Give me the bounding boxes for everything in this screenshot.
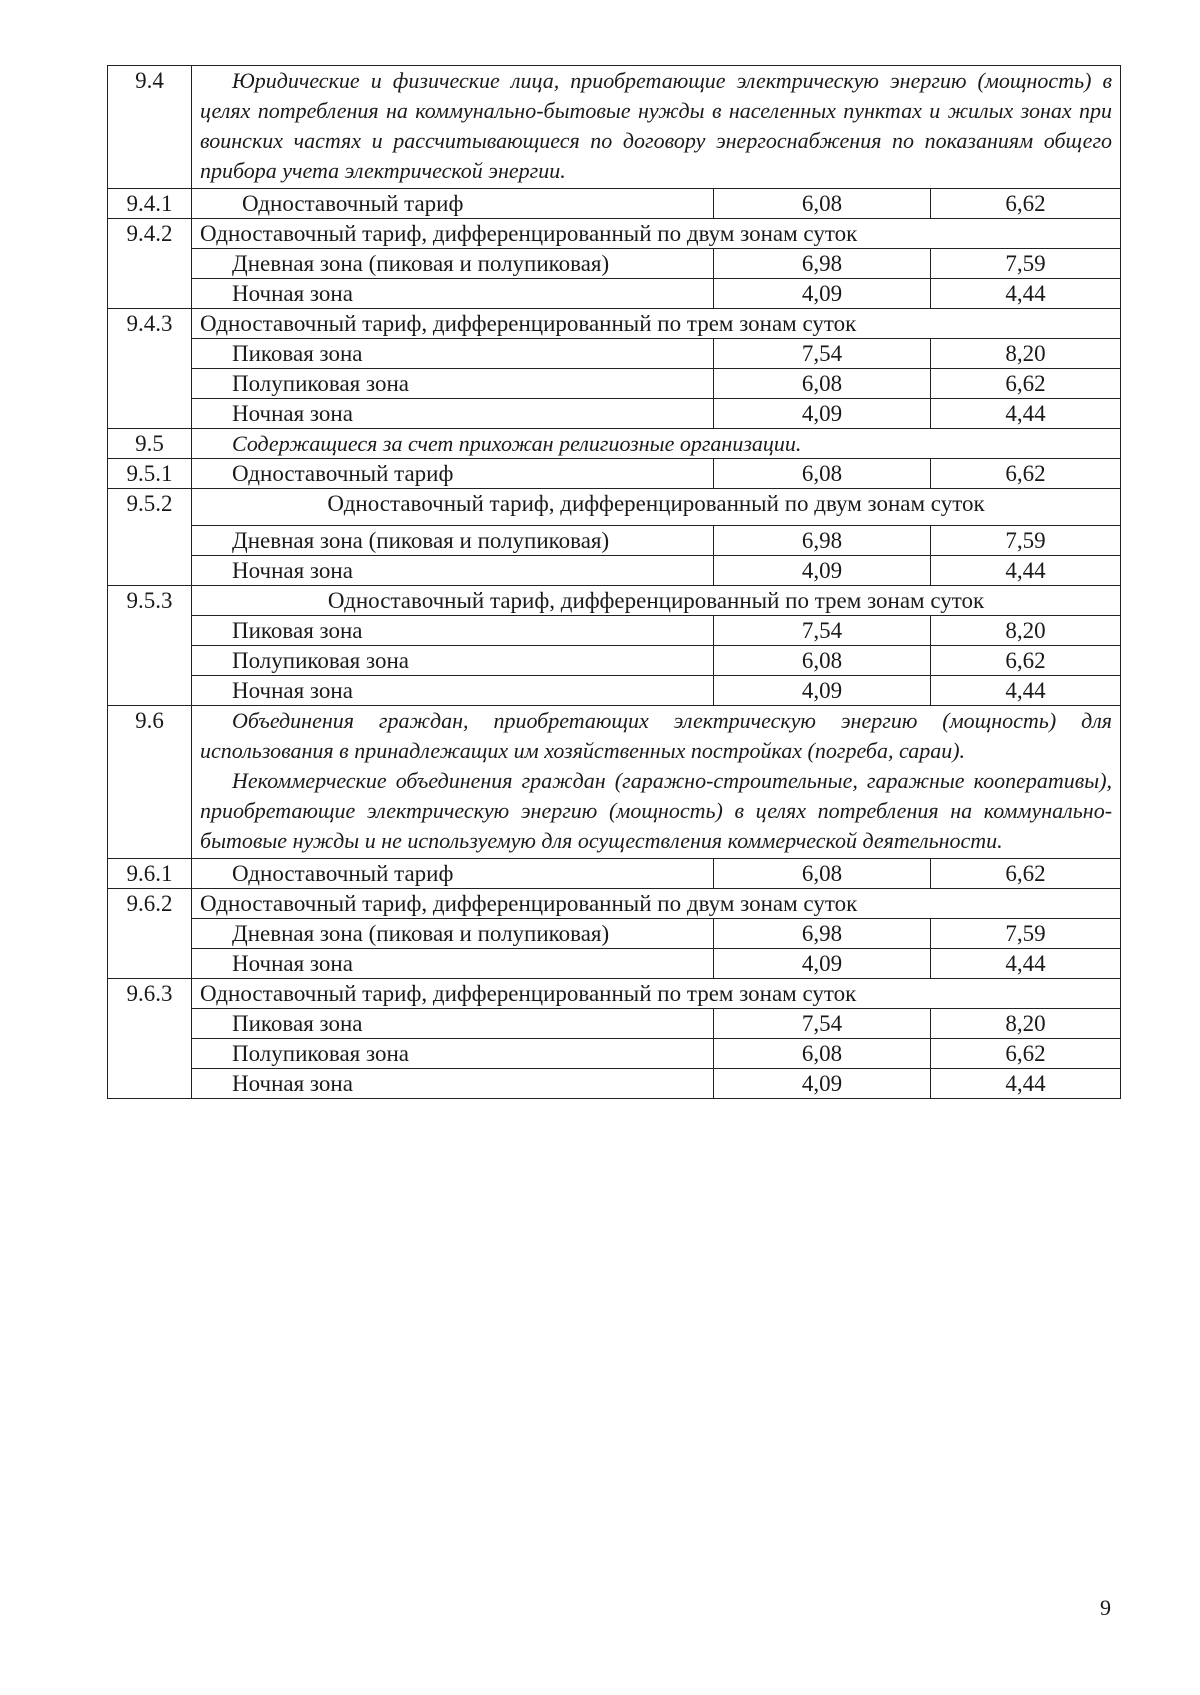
- value-cell-1: 6,08: [714, 369, 931, 399]
- page-number: 9: [1100, 1595, 1111, 1620]
- row-label: Одноставочный тариф: [192, 459, 714, 489]
- row-label: Пиковая зона: [192, 1009, 714, 1039]
- tariff-table: [107, 65, 1121, 1099]
- row-number: 9.5.3: [108, 586, 192, 706]
- value-cell-1: 4,09: [714, 676, 931, 706]
- value-cell-2: 4,44: [931, 676, 1121, 706]
- row-number: 9.5.1: [108, 459, 192, 489]
- value-cell-1: 7,54: [714, 616, 931, 646]
- description-paragraph: Некоммерческие объединения граждан (гаражно-строительные, гаражные кооперативы), приобретающие электрическую энергию (мощность) в целях потребления на коммунально-бытовые нужды и не используемую для осуществления коммерческой деятельности.: [200, 768, 1113, 853]
- value-cell-1: 6,08: [714, 189, 931, 219]
- section-row: [108, 706, 1121, 859]
- row-label: Одноставочный тариф: [192, 189, 714, 219]
- table-row: [108, 489, 1121, 526]
- value-cell-1: 6,98: [714, 249, 931, 279]
- value-cell-2: 7,59: [931, 249, 1121, 279]
- section-row: [108, 429, 1121, 459]
- value-cell-2: 6,62: [931, 189, 1121, 219]
- row-label: Полупиковая зона: [192, 369, 714, 399]
- row-number: 9.5.2: [108, 489, 192, 586]
- value-cell-2: 8,20: [931, 616, 1121, 646]
- row-label: Дневная зона (пиковая и полупиковая): [192, 249, 714, 279]
- value-cell-1: 4,09: [714, 949, 931, 979]
- value-cell-1: 6,08: [714, 459, 931, 489]
- value-cell-2: 6,62: [931, 1039, 1121, 1069]
- row-label: Пиковая зона: [192, 616, 714, 646]
- row-label: Одноставочный тариф, дифференцированный по двум зонам суток: [192, 489, 1121, 526]
- value-cell-1: 7,54: [714, 339, 931, 369]
- value-cell-2: 4,44: [931, 949, 1121, 979]
- table-row: [108, 586, 1121, 616]
- value-cell-1: 4,09: [714, 279, 931, 309]
- row-label: Ночная зона: [192, 556, 714, 586]
- row-label: Ночная зона: [192, 1069, 714, 1099]
- description-paragraph: Объединения граждан, приобретающих электрическую энергию (мощность) для использования в принадлежащих им хозяйственных постройках (погреба, сараи).: [200, 708, 1113, 763]
- value-cell-2: 6,62: [931, 646, 1121, 676]
- row-label: Дневная зона (пиковая и полупиковая): [192, 526, 714, 556]
- row-number: 9.4.3: [108, 309, 192, 429]
- table-row: [108, 309, 1121, 339]
- table-row: [108, 339, 1121, 369]
- row-label: Ночная зона: [192, 676, 714, 706]
- value-cell-1: 7,54: [714, 1009, 931, 1039]
- row-label: Одноставочный тариф, дифференцированный по трем зонам суток: [192, 309, 1121, 339]
- value-cell-2: 4,44: [931, 1069, 1121, 1099]
- table-row: [108, 859, 1121, 889]
- value-cell-1: 6,08: [714, 859, 931, 889]
- table-row: [108, 399, 1121, 429]
- table-row: [108, 1009, 1121, 1039]
- table-row: [108, 616, 1121, 646]
- table-row: [108, 646, 1121, 676]
- value-cell-2: 4,44: [931, 279, 1121, 309]
- value-cell-2: 6,62: [931, 459, 1121, 489]
- row-number: 9.5: [108, 429, 192, 459]
- value-cell-1: 4,09: [714, 399, 931, 429]
- value-cell-2: 7,59: [931, 526, 1121, 556]
- table-row: [108, 556, 1121, 586]
- value-cell-2: 7,59: [931, 919, 1121, 949]
- row-label: Полупиковая зона: [192, 646, 714, 676]
- row-number: 9.4.2: [108, 219, 192, 309]
- section-row: [108, 66, 1121, 189]
- table-row: [108, 459, 1121, 489]
- section-description: [192, 706, 1121, 859]
- value-cell-2: 4,44: [931, 399, 1121, 429]
- row-label: Одноставочный тариф, дифференцированный по трем зонам суток: [192, 586, 1121, 616]
- table-row: [108, 189, 1121, 219]
- section-description: [192, 66, 1121, 189]
- table-row: [108, 979, 1121, 1009]
- row-label: Дневная зона (пиковая и полупиковая): [192, 919, 714, 949]
- value-cell-2: 6,62: [931, 369, 1121, 399]
- value-cell-1: 6,08: [714, 646, 931, 676]
- row-number: 9.4.1: [108, 189, 192, 219]
- row-label: Ночная зона: [192, 279, 714, 309]
- row-label: Ночная зона: [192, 399, 714, 429]
- value-cell-2: 4,44: [931, 556, 1121, 586]
- table-row: [108, 249, 1121, 279]
- table-row: [108, 919, 1121, 949]
- row-label: Одноставочный тариф: [192, 859, 714, 889]
- section-description: Содержащиеся за счет прихожан религиозные организации.: [192, 429, 1121, 459]
- row-number: 9.6: [108, 706, 192, 859]
- table-row: [108, 1039, 1121, 1069]
- table-row: [108, 219, 1121, 249]
- row-label: Пиковая зона: [192, 339, 714, 369]
- table-row: [108, 676, 1121, 706]
- value-cell-2: 8,20: [931, 339, 1121, 369]
- table-row: [108, 279, 1121, 309]
- value-cell-1: 6,08: [714, 1039, 931, 1069]
- row-label: Одноставочный тариф, дифференцированный по трем зонам суток: [192, 979, 1121, 1009]
- row-label: Одноставочный тариф, дифференцированный по двум зонам суток: [192, 889, 1121, 919]
- description-paragraph: Юридические и физические лица, приобретающие электрическую энергию (мощность) в целях потребления на коммунально-бытовые нужды в населенных пунктах и жилых зонах при воинских частях и рассчитывающиеся по договору энергоснабжения по показаниям общего прибора учета электрической энергии.: [200, 68, 1113, 183]
- row-number: 9.4: [108, 66, 192, 189]
- value-cell-1: 6,98: [714, 919, 931, 949]
- value-cell-1: 4,09: [714, 1069, 931, 1099]
- table-row: [108, 369, 1121, 399]
- row-label: Одноставочный тариф, дифференцированный по двум зонам суток: [192, 219, 1121, 249]
- row-number: 9.6.2: [108, 889, 192, 979]
- table-row: [108, 526, 1121, 556]
- row-label: Полупиковая зона: [192, 1039, 714, 1069]
- value-cell-1: 4,09: [714, 556, 931, 586]
- table-row: [108, 889, 1121, 919]
- row-label: Ночная зона: [192, 949, 714, 979]
- value-cell-2: 6,62: [931, 859, 1121, 889]
- value-cell-2: 8,20: [931, 1009, 1121, 1039]
- row-number: 9.6.1: [108, 859, 192, 889]
- value-cell-1: 6,98: [714, 526, 931, 556]
- row-number: 9.6.3: [108, 979, 192, 1099]
- table-row: [108, 1069, 1121, 1099]
- table-row: [108, 949, 1121, 979]
